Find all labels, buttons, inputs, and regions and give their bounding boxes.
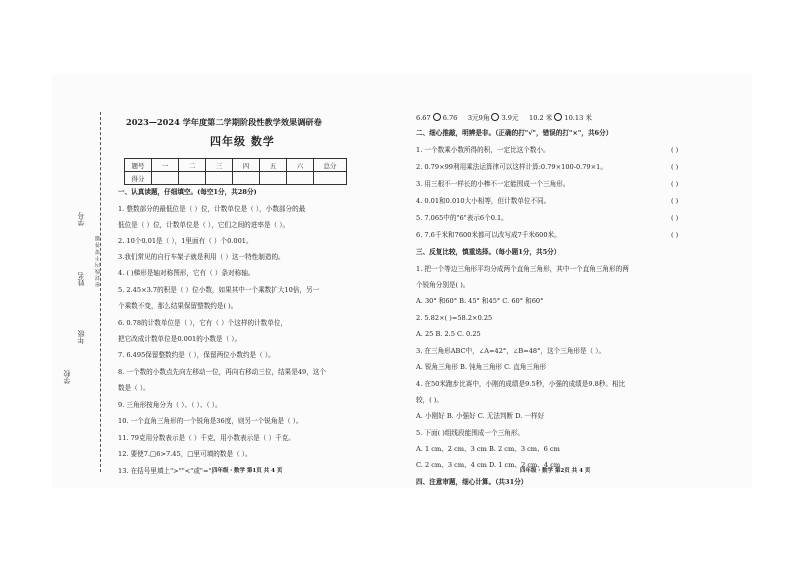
score-cell: 四 bbox=[233, 159, 260, 172]
score-input-cell[interactable] bbox=[179, 172, 206, 185]
choice-line: 2. 5.82×( )=58.2×0.25 bbox=[416, 314, 493, 322]
score-cell: 得分 bbox=[125, 172, 152, 185]
compare-row bbox=[416, 113, 592, 122]
score-cell: 一 bbox=[152, 159, 179, 172]
question-line: 数是（ ）。 bbox=[118, 384, 150, 392]
exam-sheet bbox=[52, 74, 752, 488]
question-line: 4. ( )梯形是轴对称图形，它有（ ）条对称轴。 bbox=[118, 269, 255, 277]
question-line: 10. 一个直角三角形的一个锐角是36度，则另一个锐角是（ ）。 bbox=[118, 417, 303, 425]
question-line: 12. 要使7.□6>7.45，□里可填的数是（ ）。 bbox=[118, 450, 252, 458]
question-line: 3.我们常见的自行车架子就是利用（ ）这一特性制造的。 bbox=[118, 253, 285, 261]
question-line: 9. 三角形按角分为（ ）、（ ）、（ ）。 bbox=[118, 401, 222, 409]
question-line: 13. 在括号里填上">""<"或"="。 bbox=[118, 467, 219, 475]
score-cell: 题号 bbox=[125, 159, 152, 172]
choice-line: A. 30° 和60° B. 45° 和45° C. 60° 和60° bbox=[416, 297, 544, 305]
binding-label-name: 姓名 bbox=[77, 272, 85, 286]
question-line: 2. 10个0.01是（ ），1里面有（ ）个0.001。 bbox=[118, 237, 253, 245]
page-footer-right: 四年级・数学 第2页 共 4 页 bbox=[520, 468, 591, 474]
choice-line: A. 1 cm、2 cm、3 cm B. 2 cm、3 cm、6 cm bbox=[416, 445, 560, 453]
exam-title: 2023—2024 学年度第二学期阶段性教学效果调研卷 bbox=[126, 117, 322, 127]
judge-line: 2. 0.79×99利用乘法运算律可以这样计算:0.79×100-0.79×1。 bbox=[416, 163, 607, 171]
choice-line: A. 小刚好 B. 小强好 C. 无法判断 D. 一样好 bbox=[416, 412, 545, 420]
score-input-cell[interactable] bbox=[152, 172, 179, 185]
score-input-cell[interactable] bbox=[260, 172, 287, 185]
compare-circle[interactable] bbox=[433, 113, 441, 121]
score-cell: 总分 bbox=[314, 159, 347, 172]
compare-circle[interactable] bbox=[491, 113, 499, 121]
binding-label-school: 学校 bbox=[63, 370, 71, 384]
section-4-heading: 四、注意审题，细心计算。（共31分） bbox=[416, 478, 528, 486]
choice-line: 个锐角分别是( )。 bbox=[416, 281, 470, 289]
judge-line: 1. 一个数乘小数所得的积，一定比这个数小。 bbox=[416, 146, 550, 154]
question-line: 5. 2.45×3.7的积是（ ）位小数，如果其中一个乘数扩大10倍，另一 bbox=[118, 286, 320, 294]
question-line: 11. 79克用分数表示是（ ）千克，用小数表示是（ ）千克。 bbox=[118, 434, 295, 442]
section-3-heading: 三、反复比较，慎重选择。（每小题1分，共5分） bbox=[416, 248, 561, 256]
judge-answer[interactable]: ( ) bbox=[671, 231, 679, 239]
binding-dashed-line bbox=[100, 112, 101, 472]
score-cell: 六 bbox=[287, 159, 314, 172]
section-1-heading: 一、认真读题，仔细填空。(每空1分，共28分) bbox=[118, 188, 257, 196]
grade-subject: 四年级 数学 bbox=[210, 135, 275, 148]
compare-value: 10.2 米 bbox=[529, 114, 553, 122]
binding-seal-text: 密 封 线 内 不 要 答 题 bbox=[95, 236, 101, 288]
compare-value: 3.9元 bbox=[501, 114, 519, 122]
judge-line: 3. 用三根不一样长的小棒不一定能围成一个三角形。 bbox=[416, 180, 570, 188]
judge-answer[interactable]: ( ) bbox=[671, 180, 679, 188]
score-cell: 二 bbox=[179, 159, 206, 172]
score-input-cell[interactable] bbox=[287, 172, 314, 185]
score-table bbox=[124, 158, 347, 185]
judge-answer[interactable]: ( ) bbox=[671, 214, 679, 222]
binding-label-grade: 年级 bbox=[77, 330, 85, 344]
choice-line: 4. 在50米跑步比赛中，小刚的成绩是9.5秒，小强的成绩是9.8秒。相比 bbox=[416, 380, 626, 388]
choice-line: 较，( )。 bbox=[416, 396, 444, 404]
question-line: 6. 0.78的计数单位是（ ），它有（ ）个这样的计数单位， bbox=[118, 319, 288, 327]
judge-answer[interactable]: ( ) bbox=[671, 163, 679, 171]
choice-line: 3. 在三角形ABC中，∠A=42°，∠B=48°，这个三角形是（ ）。 bbox=[416, 347, 606, 355]
judge-line: 5. 7.065中的"6"表示6个0.1。 bbox=[416, 214, 508, 222]
score-input-cell[interactable] bbox=[206, 172, 233, 185]
choice-line: 1. 把一个等边三角形平均分成两个直角三角形，其中一个直角三角形的两 bbox=[416, 265, 629, 273]
question-line: 7. 6.495保留整数约是（ ），保留两位小数约是（ ）。 bbox=[118, 351, 275, 359]
choice-line: 5. 下面( )组线段能围成一个三角形。 bbox=[416, 429, 524, 437]
judge-line: 6. 7.6千米和7600米都可以改写成7千米600米。 bbox=[416, 231, 561, 239]
score-cell: 五 bbox=[260, 159, 287, 172]
score-cell: 三 bbox=[206, 159, 233, 172]
score-input-cell[interactable] bbox=[233, 172, 260, 185]
question-line: 低位是（ ）位，计数单位是（ ），它们之间的进率是（ ）。 bbox=[118, 221, 290, 229]
compare-value: 6.76 bbox=[442, 114, 458, 122]
choice-line: A. 25 B. 2.5 C. 0.25 bbox=[416, 330, 481, 338]
compare-value: 10.13 米 bbox=[564, 114, 592, 122]
question-line: 8. 一个数的小数点先向左移动一位，再向右移动三位，结果是49，这个 bbox=[118, 368, 326, 376]
judge-answer[interactable]: ( ) bbox=[671, 197, 679, 205]
compare-value: 3元9角 bbox=[467, 114, 490, 122]
score-table-header-row bbox=[125, 159, 347, 172]
page-footer-left: 四年级・数学 第1页 共 4 页 bbox=[212, 468, 283, 474]
question-line: 1. 整数部分的最低位是（ ）位，计数单位是（ ），小数部分的最 bbox=[118, 205, 306, 213]
judge-line: 4. 0.01和0.010大小相等，但计数单位不同。 bbox=[416, 197, 551, 205]
question-line: 个乘数不变，那么结果保留整数约是( )。 bbox=[118, 302, 238, 310]
score-input-cell[interactable] bbox=[314, 172, 347, 185]
binding-label-number: 学号 bbox=[77, 212, 85, 226]
compare-value: 6.67 bbox=[416, 114, 431, 122]
compare-circle[interactable] bbox=[554, 113, 562, 121]
section-2-heading: 二、细心推敲，明辨是非。（正确的打"√"，错误的打"×"，共6分） bbox=[416, 129, 613, 137]
choice-line: C. 2 cm、3 cm、4 cm D. 1 cm、2 cm、4 cm bbox=[416, 461, 561, 469]
score-table-score-row bbox=[125, 172, 347, 185]
choice-line: A. 锐角三角形 B. 钝角三角形 C. 直角三角形 bbox=[416, 363, 547, 371]
judge-answer[interactable]: ( ) bbox=[671, 146, 679, 154]
question-line: 把它改成计数单位是0.001的小数是（ ）。 bbox=[118, 335, 242, 343]
